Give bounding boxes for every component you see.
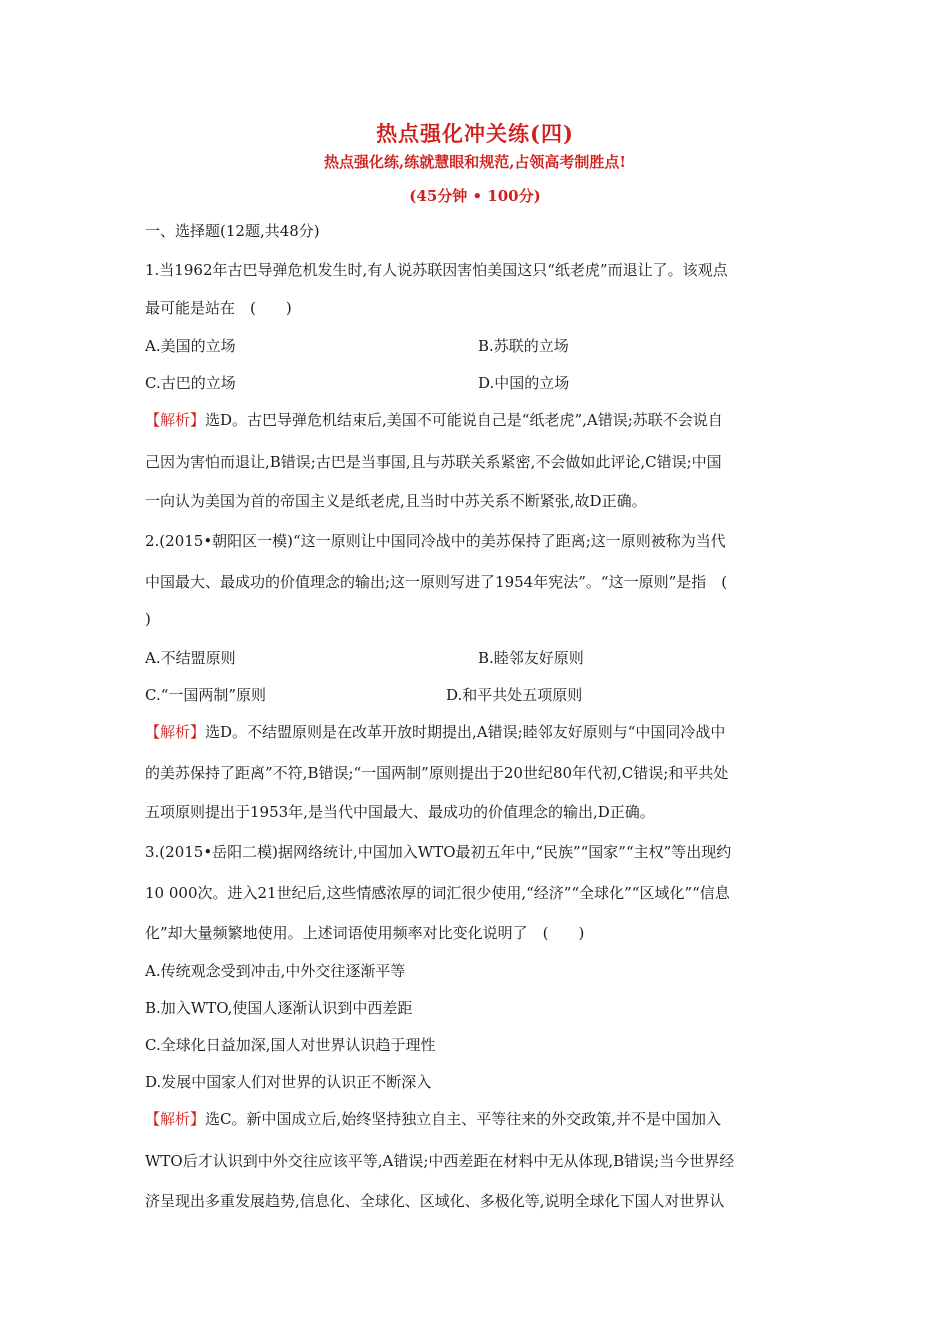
q2-option-b: B.睦邻友好原则 [478,649,584,667]
page-subtitle: 热点强化练,练就慧眼和规范,占领高考制胜点! [323,153,627,171]
time-score: (45分钟 • 100分) [409,187,541,205]
q2-option-a: A.不结盟原则 [145,649,236,667]
q1-analysis-line2: 己因为害怕而退让,B错误;古巴是当事国,且与苏联关系紧密,不会做如此评论,C错误;中国 [145,453,722,471]
q3-stem-line3: 化”却大量频繁地使用。上述词语使用频率对比变化说明了 ( ) [145,924,585,942]
q2-stem-line3: ) [145,610,151,628]
q3-stem-line1: 3.(2015•岳阳二模)据网络统计,中国加入WTO最初五年中,“民族”“国家”“主权”等出现约 [145,843,732,861]
q3-analysis-line3: 济呈现出多重发展趋势,信息化、全球化、区域化、多极化等,说明全球化下国人对世界认 [145,1192,725,1210]
q1-option-a: A.美国的立场 [145,337,236,355]
q1-analysis-line3: 一向认为美国为首的帝国主义是纸老虎,且当时中苏关系不断紧张,故D正确。 [145,492,647,510]
q1-analysis-text: 选D。古巴导弹危机结束后,美国不可能说自己是“纸老虎”,A错误;苏联不会说自 [205,411,723,429]
q2-option-d: D.和平共处五项原则 [446,686,583,704]
q1-option-b: B.苏联的立场 [478,337,569,355]
q3-analysis-text: 选C。新中国成立后,始终坚持独立自主、平等往来的外交政策,并不是中国加入 [205,1110,722,1128]
q2-option-c: C.“一国两制”原则 [145,686,267,704]
q1-option-c: C.古巴的立场 [145,374,236,392]
q2-stem-line2: 中国最大、最成功的价值理念的输出;这一原则写进了1954年宪法”。“这一原则”是指 ( [145,573,728,591]
q3-option-b: B.加入WTO,使国人逐渐认识到中西差距 [145,999,413,1017]
q1-option-d: D.中国的立场 [478,374,570,392]
page-title: 热点强化冲关练(四) [376,121,574,146]
analysis-tag: 【解析】 [145,1110,206,1128]
q2-analysis-line3: 五项原则提出于1953年,是当代中国最大、最成功的价值理念的输出,D正确。 [145,803,655,821]
q3-option-d: D.发展中国家人们对世界的认识正不断深入 [145,1073,432,1091]
q3-analysis-line1 [145,1108,721,1129]
q2-analysis-line2: 的美苏保持了距离”不符,B错误;“一国两制”原则提出于20世纪80年代初,C错误;和平共处 [145,764,729,782]
q2-analysis-line1 [145,721,725,742]
q3-option-a: A.传统观念受到冲击,中外交往逐渐平等 [145,962,406,980]
q3-option-c: C.全球化日益加深,国人对世界认识趋于理性 [145,1036,436,1054]
q1-stem-line1: 1.当1962年古巴导弹危机发生时,有人说苏联因害怕美国这只“纸老虎”而退让了。该观点 [145,261,728,279]
q2-analysis-text: 选D。不结盟原则是在改革开放时期提出,A错误;睦邻友好原则与“中国同冷战中 [205,723,726,741]
section-heading: 一、选择题(12题,共48分) [145,222,320,240]
q3-analysis-line2: WTO后才认识到中外交往应该平等,A错误;中西差距在材料中无从体现,B错误;当今世界经 [145,1152,735,1170]
analysis-tag: 【解析】 [145,411,206,429]
q3-stem-line2: 10 000次。进入21世纪后,这些情感浓厚的词汇很少使用,“经济”“全球化”“区域化”“信息 [145,884,730,902]
q1-analysis-line1 [145,409,723,430]
q2-stem-line1: 2.(2015•朝阳区一模)“这一原则让中国同冷战中的美苏保持了距离;这一原则被称为当代 [145,532,726,550]
q1-stem-line2: 最可能是站在 ( ) [145,299,292,317]
analysis-tag: 【解析】 [145,723,206,741]
